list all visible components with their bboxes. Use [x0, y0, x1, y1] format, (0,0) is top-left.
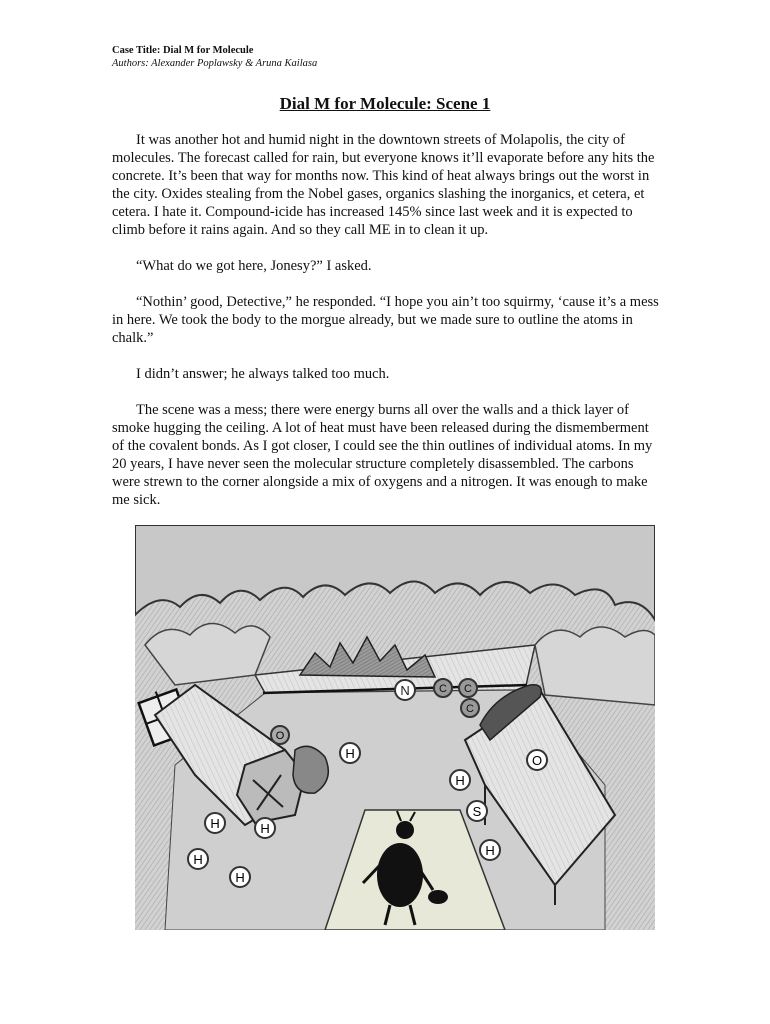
svg-text:O: O: [531, 753, 543, 768]
svg-text:H: H: [345, 746, 355, 761]
authors-line: Authors: Alexander Poplawsky & Aruna Kailasa: [112, 58, 318, 69]
story-paragraph: “Nothin’ good, Detective,” he responded. “I hope you ain’t too squirmy, ‘cause it’s a mess in here. We took the body to the morgue already, but we made sure to outline the atoms in chalk.”: [112, 294, 659, 346]
svg-text:H: H: [210, 816, 220, 831]
svg-text:H: H: [235, 870, 245, 885]
atom-s: [467, 801, 487, 821]
story-paragraph: “What do we got here, Jonesy?” I asked.: [136, 258, 372, 274]
story-paragraph: I didn’t answer; he always talked too much.: [136, 366, 390, 382]
case-header: [112, 44, 317, 70]
atom-o: [527, 750, 547, 770]
atom-o: [271, 726, 289, 744]
atom-h: [480, 840, 500, 860]
atom-h: [230, 867, 250, 887]
atom-c: [434, 679, 452, 697]
svg-text:H: H: [485, 843, 495, 858]
svg-text:C: C: [466, 703, 474, 715]
atom-n: [395, 680, 415, 700]
atom-h: [188, 849, 208, 869]
story-text: [112, 131, 660, 527]
atom-h: [340, 743, 360, 763]
atom-h: [205, 813, 225, 833]
svg-text:S: S: [472, 804, 482, 819]
story-paragraph: The scene was a mess; there were energy burns all over the walls and a thick layer of smoke hugging the ceiling. A lot of heat must have been released during the dismemberment of the covalent bonds. As I got closer, I could see the thin outlines of individual atoms. In my 20 years, I have never seen the molecular structure completely disassembled. The carbons were strewn to the corner alongside a mix of oxygens and a nitrogen. It was enough to make me sick.: [112, 402, 653, 508]
svg-text:H: H: [260, 821, 270, 836]
atom-c: [461, 699, 479, 717]
atom-h: [450, 770, 470, 790]
svg-text:O: O: [275, 730, 285, 742]
case-title: Case Title: Dial M for Molecule: [112, 45, 254, 56]
smoke-cloud-right: [535, 627, 655, 705]
story-paragraph: It was another hot and humid night in the downtown streets of Molapolis, the city of molecules. The forecast called for rain, but everyone knows it’ll evaporate before any hits the concrete. It’s been that way for months now. This kind of heat always brings out the worst in the city. Oxides stealing from the Nobel gases, organics slashing the inorganics, et cetera, et cetera. I hate it. Compound-icide has increased 145% since last week and it is expected to climb before it rains again. And so they call ME in to clean it up.: [112, 132, 655, 238]
atom-h: [255, 818, 275, 838]
svg-text:H: H: [193, 852, 203, 867]
crime-scene-illustration: [135, 525, 655, 930]
atom-label: N: [400, 683, 410, 698]
svg-text:C: C: [464, 683, 472, 695]
scene-title: Dial M for Molecule: Scene 1: [279, 94, 491, 113]
svg-text:C: C: [439, 683, 447, 695]
svg-text:H: H: [455, 773, 465, 788]
atom-c: [459, 679, 477, 697]
